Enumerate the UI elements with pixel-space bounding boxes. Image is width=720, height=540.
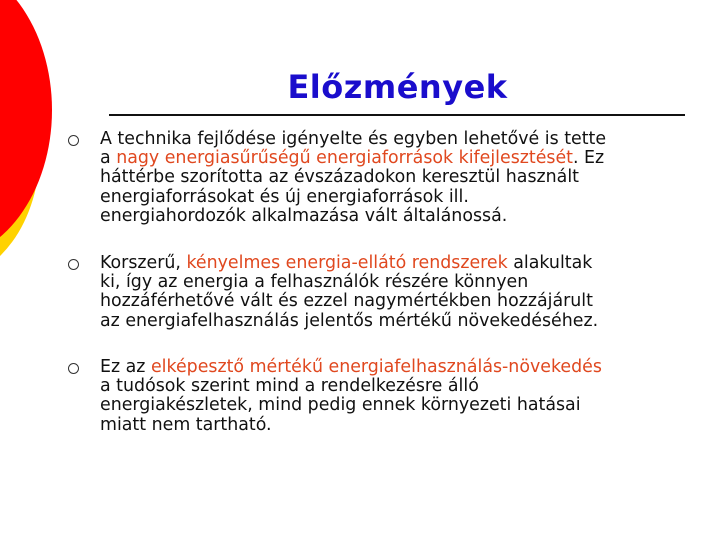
text-segment: a tudósok szerint mind a rendelkezésre álló bbox=[100, 376, 479, 397]
text-segment: hozzáférhetővé vált és ezzel nagymértékben hozzájárult bbox=[100, 291, 593, 312]
bullet-line bbox=[100, 273, 690, 292]
bullet-marker bbox=[68, 259, 79, 270]
bullet-line bbox=[100, 358, 690, 377]
bullet-text bbox=[100, 358, 690, 435]
bullet-line bbox=[100, 168, 690, 187]
text-segment: alakultak bbox=[507, 253, 593, 273]
text-segment: energiakészletek, mind pedig ennek környezeti hatásai bbox=[100, 395, 581, 416]
bullet-line bbox=[100, 254, 690, 273]
bullet-line bbox=[100, 396, 690, 415]
highlighted-text: elképesztő mértékű energiafelhasználás-növekedés bbox=[150, 357, 602, 377]
bullet-marker bbox=[68, 135, 79, 146]
slide-title: Előzmények bbox=[287, 68, 508, 106]
bullet-line bbox=[100, 207, 690, 226]
title-underline bbox=[109, 114, 685, 116]
text-segment: az energiafelhasználás jelentős mértékű növekedéséhez. bbox=[100, 310, 599, 331]
bullet-line bbox=[100, 149, 690, 168]
highlighted-text: kényelmes energia-ellátó rendszerek bbox=[186, 253, 508, 273]
text-segment: ki, így az energia a felhasználók részére könnyen bbox=[100, 272, 529, 293]
text-segment: energiaforrásokat és új energiaforrások ill. bbox=[100, 186, 469, 207]
bullet-line bbox=[100, 312, 690, 331]
text-segment: miatt nem tartható. bbox=[100, 414, 272, 435]
text-segment: a bbox=[100, 148, 117, 169]
text-segment: háttérbe szorította az évszázadokon keresztül használt bbox=[100, 167, 579, 188]
bullet-line bbox=[100, 377, 690, 396]
bullet-text bbox=[100, 130, 690, 226]
bullet-line bbox=[100, 292, 690, 311]
bullet-marker bbox=[68, 363, 79, 374]
decorative-red-circle bbox=[0, 0, 52, 260]
bullet-line bbox=[100, 416, 690, 435]
highlighted-text: nagy energiasűrűségű energiaforrások kifejlesztését bbox=[116, 148, 573, 169]
text-segment: Ez az bbox=[100, 357, 151, 377]
text-segment: . Ez bbox=[573, 148, 605, 169]
text-segment: A technika fejlődése igényelte és egyben lehetővé is tette bbox=[100, 129, 607, 149]
bullet-text bbox=[100, 254, 690, 331]
bullet-line bbox=[100, 188, 690, 207]
text-segment: Korszerű, bbox=[100, 253, 187, 273]
text-segment: energiahordozók alkalmazása vált általánossá. bbox=[100, 205, 508, 226]
bullet-line bbox=[100, 130, 690, 149]
